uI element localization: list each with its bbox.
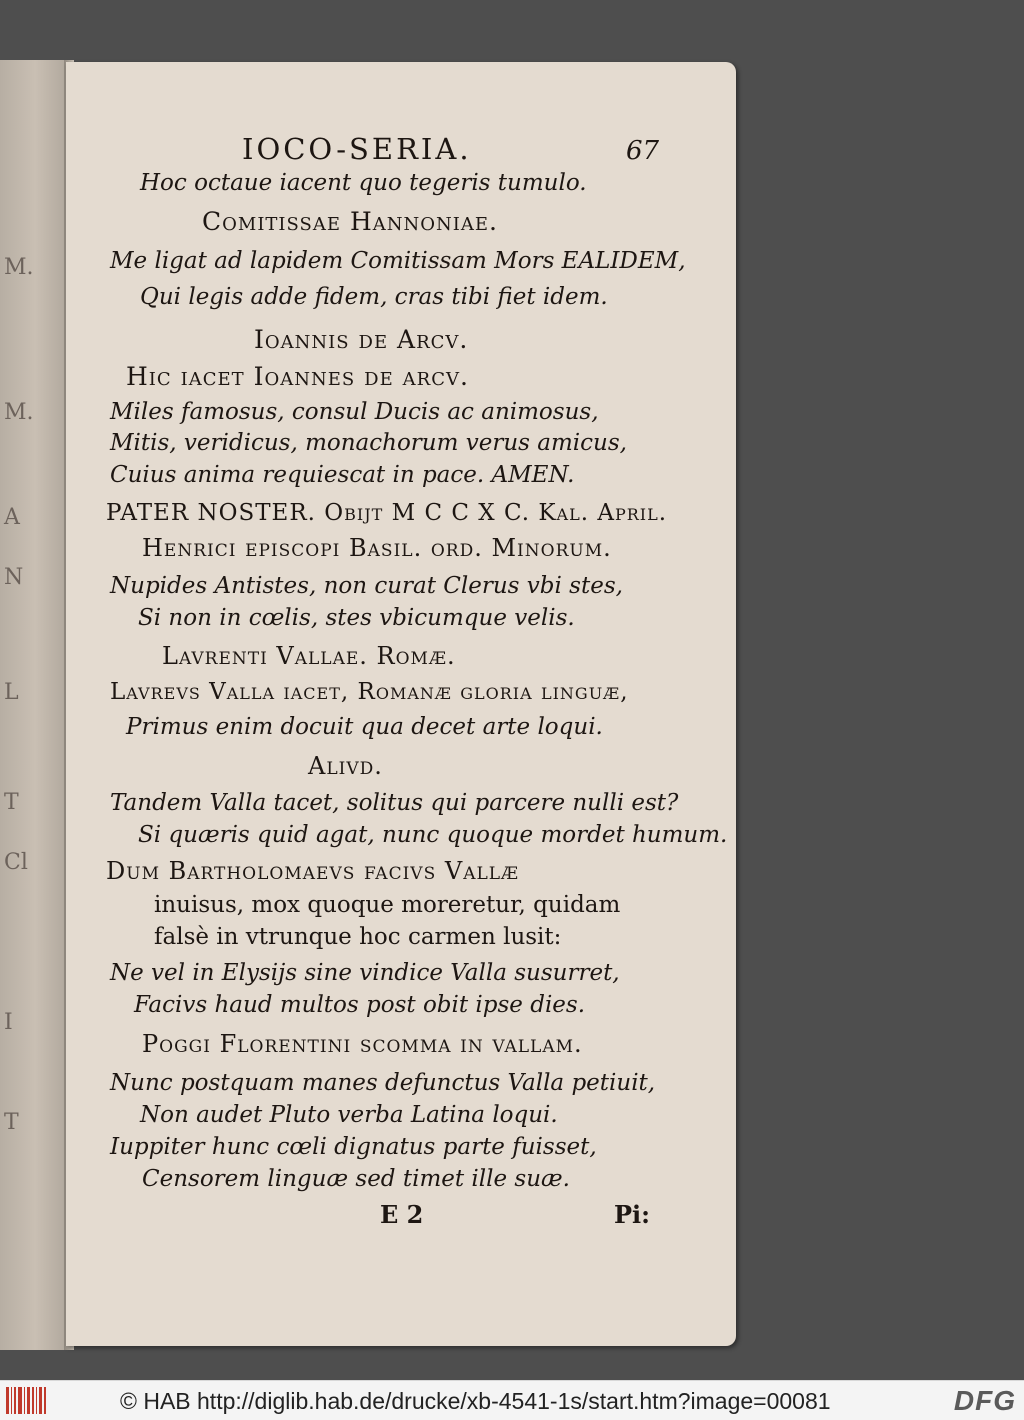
page-number: 67	[626, 136, 660, 166]
text-line: Si non in cœlis, stes vbicumque velis.	[138, 605, 575, 631]
margin-mark: T	[4, 790, 19, 815]
heading-line: Henrici episcopi Basil. ord. Minorum.	[142, 534, 612, 562]
copyright-url-link[interactable]: © HAB http://diglib.hab.de/drucke/xb-4541-1s/start.htm?image=00081	[120, 1388, 831, 1414]
margin-mark: L	[4, 680, 19, 705]
text-line: Non audet Pluto verba Latina loqui.	[140, 1102, 558, 1128]
margin-mark: Cl	[4, 850, 28, 875]
text-line: PATER NOSTER. Obijt M C C X C. Kal. April.	[106, 500, 668, 526]
text-line: Nupides Antistes, non curat Clerus vbi stes,	[110, 573, 623, 599]
heading-line: Ioannis de Arcv.	[254, 325, 469, 354]
dfg-logo: DFG	[953, 1385, 1016, 1416]
catchword: Pi:	[614, 1200, 651, 1229]
text-line: Ne vel in Elysijs sine vindice Valla susurret,	[110, 960, 620, 986]
text-line: Hoc octaue iacent quo tegeris tumulo.	[140, 170, 587, 196]
text-line: Iuppiter hunc cœli dignatus parte fuisset,	[110, 1134, 597, 1160]
margin-mark: T	[4, 1110, 19, 1135]
margin-mark: I	[4, 1010, 13, 1035]
text-line: Me ligat ad lapidem Comitissam Mors EALIDEM,	[110, 248, 686, 274]
margin-mark: N	[4, 565, 24, 590]
footer-bar	[0, 1380, 1024, 1420]
text-line: Tandem Valla tacet, solitus qui parcere nulli est?	[110, 790, 679, 816]
text-line: Miles famosus, consul Ducis ac animosus,	[110, 399, 599, 425]
heading-line: Comitissae Hannoniae.	[202, 207, 498, 236]
text-line: inuisus, mox quoque moreretur, quidam	[154, 892, 621, 918]
running-title: IOCO-SERIA.	[242, 132, 472, 166]
barcode-icon	[6, 1387, 46, 1414]
previous-page-edge	[0, 60, 64, 1350]
margin-mark: A	[4, 505, 20, 530]
text-line: Nunc postquam manes defunctus Valla petiuit,	[110, 1070, 656, 1096]
text-line: Dum Bartholomaevs facivs Vallæ	[106, 857, 520, 885]
text-line: Censorem linguæ sed timet ille suæ.	[142, 1166, 570, 1192]
text-line: Qui legis adde fidem, cras tibi fiet idem.	[140, 284, 608, 310]
book-page	[66, 62, 736, 1346]
margin-mark: M.	[4, 255, 34, 280]
text-line: Facivs haud multos post obit ipse dies.	[134, 992, 586, 1018]
text-line: falsè in vtrunque hoc carmen lusit:	[154, 924, 562, 950]
text-line: Lavrevs Valla iacet, Romanæ gloria linguæ,	[110, 679, 629, 705]
text-line: Hic iacet Ioannes de arcv.	[126, 362, 469, 391]
heading-line: Lavrenti Vallae. Romæ.	[162, 642, 456, 670]
text-line: Si quæris quid agat, nunc quoque mordet humum.	[138, 822, 728, 848]
heading-line: Alivd.	[308, 752, 383, 780]
margin-mark: M.	[4, 400, 34, 425]
text-line: Primus enim docuit qua decet arte loqui.	[126, 714, 603, 740]
text-line: Cuius anima requiescat in pace. AMEN.	[110, 462, 575, 488]
text-line: Mitis, veridicus, monachorum verus amicus,	[110, 430, 627, 456]
heading-line: Poggi Florentini scomma in vallam.	[142, 1030, 583, 1058]
signature-mark: E 2	[380, 1200, 424, 1229]
